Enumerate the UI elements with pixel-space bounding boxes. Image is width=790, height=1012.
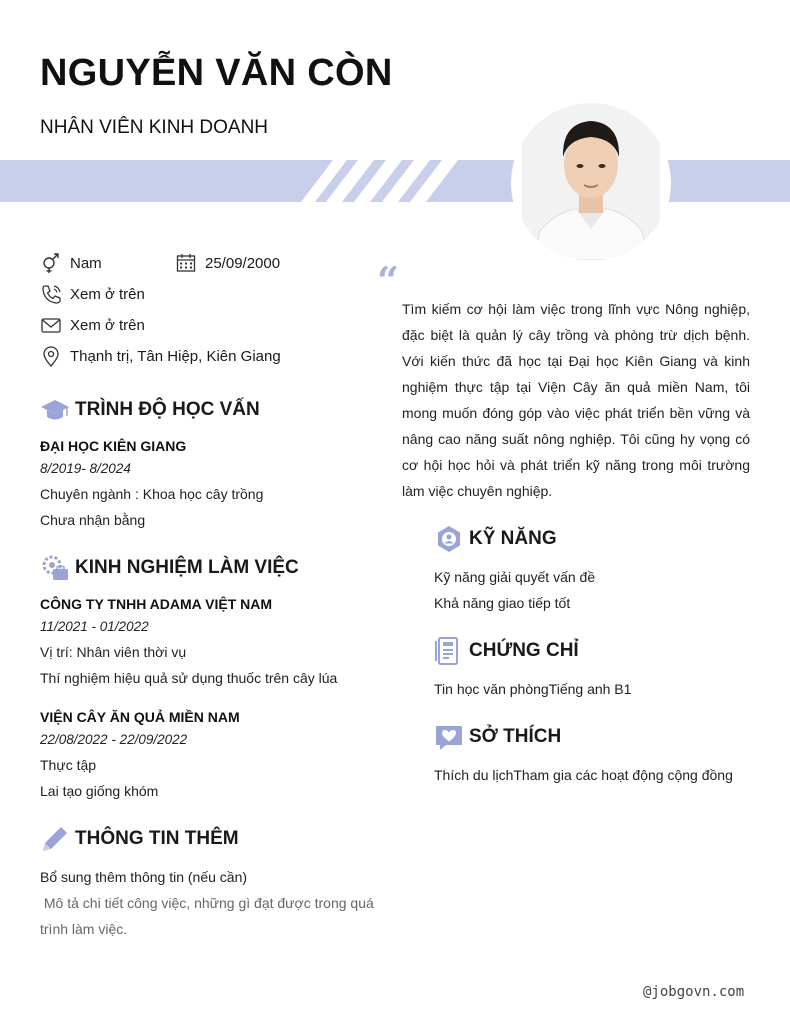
calendar-icon bbox=[175, 252, 197, 274]
heart-chat-icon bbox=[434, 722, 464, 752]
education-heading bbox=[40, 395, 260, 425]
graduation-cap-icon bbox=[40, 395, 70, 425]
certificates-heading bbox=[434, 636, 579, 666]
additional-description: Mô tả chi tiết công việc, những gì đạt được trong quá bbox=[40, 895, 374, 911]
gender-icon bbox=[40, 252, 62, 274]
pencil-icon bbox=[40, 824, 70, 854]
certificate-icon bbox=[434, 636, 464, 666]
profile-photo bbox=[522, 103, 660, 260]
phone-value: Xem ở trên bbox=[70, 285, 145, 303]
gear-briefcase-icon bbox=[40, 553, 70, 583]
skill-item: Kỹ năng giải quyết vấn đề bbox=[434, 569, 596, 585]
skills-heading-text: KỸ NĂNG bbox=[469, 528, 557, 549]
education-period: 8/2019- 8/2024 bbox=[40, 461, 131, 476]
address-row bbox=[40, 345, 281, 367]
hobbies-list: Thích du lịchTham gia các hoạt động cộng đồng bbox=[434, 767, 733, 783]
job-period: 11/2021 - 01/2022 bbox=[40, 619, 149, 634]
additional-description-cont: trình làm việc. bbox=[40, 921, 128, 937]
experience-heading bbox=[40, 553, 299, 583]
hobbies-heading-text: SỞ THÍCH bbox=[469, 726, 562, 747]
certificates-list: Tin học văn phòngTiếng anh B1 bbox=[434, 681, 632, 697]
experience-heading-text: KINH NGHIỆM LÀM VIỆC bbox=[75, 557, 299, 578]
education-degree: Chưa nhận bằng bbox=[40, 512, 146, 528]
band-stripes bbox=[0, 160, 790, 202]
email-value: Xem ở trên bbox=[70, 316, 145, 334]
gender-row bbox=[40, 252, 102, 274]
job-title: NHÂN VIÊN KINH DOANH bbox=[40, 117, 269, 138]
hobbies-heading bbox=[434, 722, 561, 752]
additional-line: Bổ sung thêm thông tin (nếu cần) bbox=[40, 869, 248, 885]
location-pin-icon bbox=[40, 345, 62, 367]
quote-icon: “ bbox=[377, 258, 399, 303]
candidate-name: NGUYỄN VĂN CÒN bbox=[40, 52, 393, 94]
education-major: Chuyên ngành : Khoa học cây trồng bbox=[40, 486, 264, 502]
skill-item: Khả năng giao tiếp tốt bbox=[434, 595, 571, 611]
job-position: Thực tập bbox=[40, 757, 97, 773]
certificates-heading-text: CHỨNG CHỈ bbox=[469, 640, 579, 661]
job-period: 22/08/2022 - 22/09/2022 bbox=[40, 732, 188, 747]
job-position: Vị trí: Nhân viên thời vụ bbox=[40, 644, 187, 660]
header-band bbox=[0, 160, 790, 202]
additional-heading-text: THÔNG TIN THÊM bbox=[75, 828, 239, 849]
phone-icon bbox=[40, 283, 62, 305]
email-icon bbox=[40, 314, 62, 336]
email-row bbox=[40, 314, 145, 336]
skills-heading bbox=[434, 524, 557, 554]
job-description: Lai tạo giống khóm bbox=[40, 783, 159, 799]
address-value: Thạnh trị, Tân Hiệp, Kiên Giang bbox=[70, 347, 281, 365]
gender-value: Nam bbox=[70, 254, 102, 272]
phone-row bbox=[40, 283, 145, 305]
job-company: CÔNG TY TNHH ADAMA VIỆT NAM bbox=[40, 596, 273, 612]
birthday-value: 25/09/2000 bbox=[205, 254, 281, 272]
school-name: ĐẠI HỌC KIÊN GIANG bbox=[40, 438, 187, 454]
education-heading-text: TRÌNH ĐỘ HỌC VẤN bbox=[75, 399, 260, 420]
job-description: Thí nghiệm hiệu quả sử dụng thuốc trên cây lúa bbox=[40, 670, 338, 686]
watermark: @jobgovn.com bbox=[643, 984, 745, 1000]
job-company: VIỆN CÂY ĂN QUẢ MIỀN NAM bbox=[40, 709, 240, 725]
birthday-row bbox=[175, 252, 280, 274]
additional-heading bbox=[40, 824, 239, 854]
career-summary: Tìm kiếm cơ hội làm việc trong lĩnh vực Nông nghiệp, đặc biệt là quản lý cây trồng và phòng trừ dịch bệnh. Với kiến thức đã học tại Đại học Kiên Giang và kinh nghiệm thực tập tại Viện Cây ăn quả miền Nam, tôi mong muốn đóng góp vào việc phát triển bền vững và nâng cao năng suất nông nghiệp. Tôi cũng hy vọng có cơ hội học hỏi và phát triển kỹ năng trong môi trường làm việc chuyên nghiệp. bbox=[402, 301, 750, 499]
user-gear-icon bbox=[434, 524, 464, 554]
